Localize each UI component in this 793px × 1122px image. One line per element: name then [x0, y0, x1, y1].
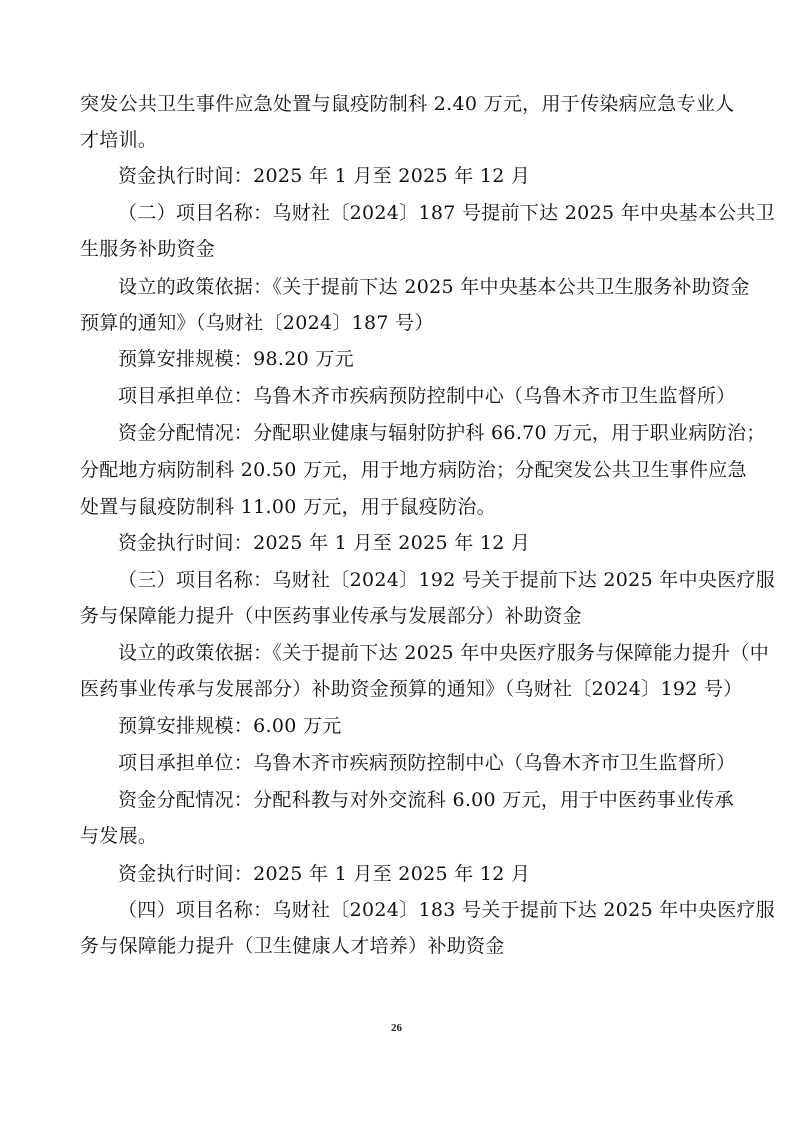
page-number: 26 [391, 1022, 402, 1034]
text-line: 与发展。 [80, 825, 158, 847]
text-line: 才培训。 [80, 129, 158, 151]
section-heading: （三）项目名称：乌财社〔2024〕192 号关于提前下达 2025 年中央医疗服 [118, 569, 776, 591]
text-line: 突发公共卫生事件应急处置与鼠疫防制科 2.40 万元，用于传染病应急专业人 [80, 93, 735, 115]
text-line: 设立的政策依据：《关于提前下达 2025 年中央基本公共卫生服务补助资金 [118, 276, 750, 298]
section-heading: 务与保障能力提升（卫生健康人才培养）补助资金 [80, 935, 505, 957]
text-line: 项目承担单位：乌鲁木齐市疾病预防控制中心（乌鲁木齐市卫生监督所） [118, 385, 736, 407]
text-line: 预算的通知》（乌财社〔2024〕187 号） [80, 312, 434, 334]
section-heading: 生服务补助资金 [80, 238, 216, 260]
text-line: 处置与鼠疫防制科 11.00 万元，用于鼠疫防治。 [80, 496, 496, 518]
text-line: 资金执行时间：2025 年 1 月至 2025 年 12 月 [118, 165, 531, 187]
text-line: 设立的政策依据：《关于提前下达 2025 年中央医疗服务与保障能力提升（中 [118, 642, 770, 664]
text-line: 预算安排规模：6.00 万元 [118, 715, 342, 737]
text-line: 资金执行时间：2025 年 1 月至 2025 年 12 月 [118, 863, 531, 885]
text-line: 资金分配情况：分配科教与对外交流科 6.00 万元，用于中医药事业传承 [118, 789, 734, 811]
text-line: 资金分配情况：分配职业健康与辐射防护科 66.70 万元，用于职业病防治； [118, 422, 766, 444]
text-line: 预算安排规模：98.20 万元 [118, 348, 354, 370]
text-line: 项目承担单位：乌鲁木齐市疾病预防控制中心（乌鲁木齐市卫生监督所） [118, 752, 736, 774]
section-heading: （二）项目名称：乌财社〔2024〕187 号提前下达 2025 年中央基本公共卫 [118, 202, 776, 224]
section-heading: 务与保障能力提升（中医药事业传承与发展部分）补助资金 [80, 605, 582, 627]
text-line: 分配地方病防制科 20.50 万元，用于地方病防治；分配突发公共卫生事件应急 [80, 459, 747, 481]
text-line: 医药事业传承与发展部分）补助资金预算的通知》（乌财社〔2024〕192 号） [80, 678, 743, 700]
section-heading: （四）项目名称：乌财社〔2024〕183 号关于提前下达 2025 年中央医疗服 [118, 899, 776, 921]
text-line: 资金执行时间：2025 年 1 月至 2025 年 12 月 [118, 532, 531, 554]
